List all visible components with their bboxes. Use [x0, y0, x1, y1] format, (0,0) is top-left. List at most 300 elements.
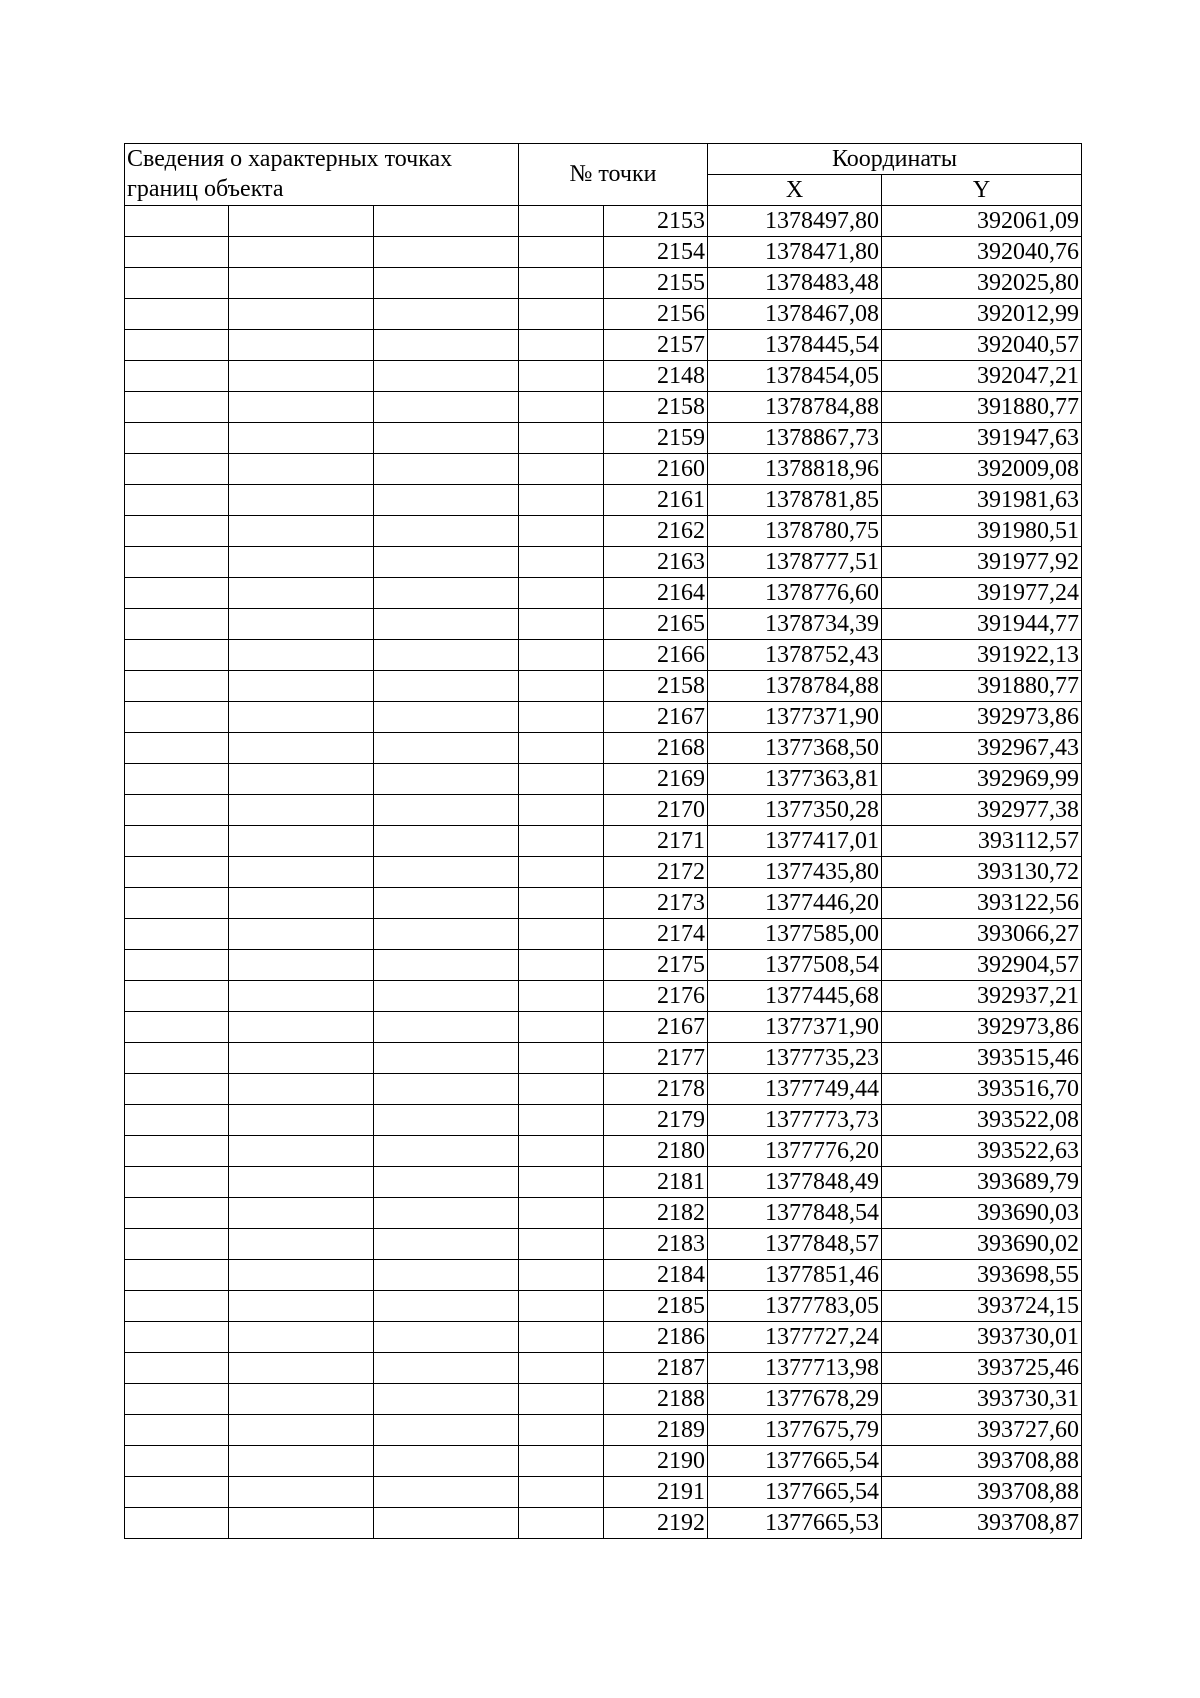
- empty-cell: [374, 795, 519, 826]
- empty-cell: [125, 268, 229, 299]
- empty-cell: [374, 423, 519, 454]
- empty-cell: [229, 392, 374, 423]
- x-header: X: [708, 175, 882, 206]
- table-row: [125, 423, 1082, 454]
- x-coordinate-cell: 1377585,00: [708, 919, 882, 950]
- empty-cell: [519, 1167, 604, 1198]
- empty-cell: [125, 981, 229, 1012]
- y-coordinate-cell: 392904,57: [882, 950, 1082, 981]
- empty-cell: [125, 485, 229, 516]
- empty-cell: [519, 485, 604, 516]
- point-number-cell: 2187: [604, 1353, 708, 1384]
- x-coordinate-cell: 1377851,46: [708, 1260, 882, 1291]
- empty-cell: [229, 516, 374, 547]
- point-number-cell: 2162: [604, 516, 708, 547]
- x-coordinate-cell: 1378818,96: [708, 454, 882, 485]
- empty-cell: [519, 888, 604, 919]
- x-coordinate-cell: 1377783,05: [708, 1291, 882, 1322]
- point-number-cell: 2158: [604, 671, 708, 702]
- table-row: [125, 299, 1082, 330]
- empty-cell: [374, 1446, 519, 1477]
- y-coordinate-cell: 392969,99: [882, 764, 1082, 795]
- x-coordinate-cell: 1377665,54: [708, 1477, 882, 1508]
- point-number-cell: 2166: [604, 640, 708, 671]
- empty-cell: [125, 237, 229, 268]
- x-coordinate-cell: 1377848,49: [708, 1167, 882, 1198]
- x-coordinate-cell: 1378467,08: [708, 299, 882, 330]
- empty-cell: [519, 206, 604, 237]
- empty-cell: [229, 1105, 374, 1136]
- empty-cell: [229, 795, 374, 826]
- y-coordinate-cell: 392012,99: [882, 299, 1082, 330]
- y-coordinate-cell: 393066,27: [882, 919, 1082, 950]
- empty-cell: [374, 1477, 519, 1508]
- empty-cell: [125, 919, 229, 950]
- x-coordinate-cell: 1377713,98: [708, 1353, 882, 1384]
- x-coordinate-cell: 1378777,51: [708, 547, 882, 578]
- y-coordinate-cell: 393690,02: [882, 1229, 1082, 1260]
- point-number-cell: 2158: [604, 392, 708, 423]
- empty-cell: [374, 299, 519, 330]
- empty-cell: [229, 1477, 374, 1508]
- y-coordinate-cell: 391977,92: [882, 547, 1082, 578]
- empty-cell: [519, 826, 604, 857]
- empty-cell: [125, 671, 229, 702]
- empty-cell: [519, 1043, 604, 1074]
- table-row: [125, 1353, 1082, 1384]
- empty-cell: [519, 1446, 604, 1477]
- empty-cell: [229, 547, 374, 578]
- table-row: [125, 640, 1082, 671]
- table-row: [125, 981, 1082, 1012]
- empty-cell: [519, 361, 604, 392]
- point-number-cell: 2157: [604, 330, 708, 361]
- point-number-cell: 2173: [604, 888, 708, 919]
- y-coordinate-cell: 393730,01: [882, 1322, 1082, 1353]
- y-coordinate-cell: 393698,55: [882, 1260, 1082, 1291]
- table-row: [125, 1260, 1082, 1291]
- coordinates-table: [124, 143, 1082, 1539]
- empty-cell: [229, 733, 374, 764]
- empty-cell: [125, 1198, 229, 1229]
- empty-cell: [125, 1167, 229, 1198]
- y-coordinate-cell: 393730,31: [882, 1384, 1082, 1415]
- empty-cell: [125, 1415, 229, 1446]
- empty-cell: [374, 981, 519, 1012]
- table-row: [125, 237, 1082, 268]
- empty-cell: [229, 1167, 374, 1198]
- point-number-cell: 2188: [604, 1384, 708, 1415]
- empty-cell: [374, 1074, 519, 1105]
- empty-cell: [374, 547, 519, 578]
- coordinates-header: Координаты: [708, 144, 1082, 175]
- empty-cell: [229, 857, 374, 888]
- table-body: [125, 144, 1082, 1539]
- empty-cell: [519, 237, 604, 268]
- empty-cell: [229, 578, 374, 609]
- empty-cell: [519, 1074, 604, 1105]
- empty-cell: [125, 950, 229, 981]
- empty-cell: [519, 1322, 604, 1353]
- empty-cell: [125, 609, 229, 640]
- x-coordinate-cell: 1377508,54: [708, 950, 882, 981]
- empty-cell: [519, 268, 604, 299]
- empty-cell: [125, 1136, 229, 1167]
- y-coordinate-cell: 393708,87: [882, 1508, 1082, 1539]
- point-number-cell: 2161: [604, 485, 708, 516]
- y-coordinate-cell: 393708,88: [882, 1477, 1082, 1508]
- empty-cell: [229, 268, 374, 299]
- table-row: [125, 1198, 1082, 1229]
- x-coordinate-cell: 1378752,43: [708, 640, 882, 671]
- x-coordinate-cell: 1377368,50: [708, 733, 882, 764]
- empty-cell: [374, 1229, 519, 1260]
- x-coordinate-cell: 1377665,54: [708, 1446, 882, 1477]
- point-number-cell: 2182: [604, 1198, 708, 1229]
- empty-cell: [374, 671, 519, 702]
- point-number-cell: 2186: [604, 1322, 708, 1353]
- x-coordinate-cell: 1378780,75: [708, 516, 882, 547]
- x-coordinate-cell: 1377350,28: [708, 795, 882, 826]
- y-coordinate-cell: 392967,43: [882, 733, 1082, 764]
- x-coordinate-cell: 1377665,53: [708, 1508, 882, 1539]
- point-number-header: № точки: [519, 144, 708, 206]
- table-row: [125, 485, 1082, 516]
- table-row: [125, 702, 1082, 733]
- y-coordinate-cell: 391980,51: [882, 516, 1082, 547]
- empty-cell: [229, 826, 374, 857]
- empty-cell: [519, 950, 604, 981]
- table-row: [125, 547, 1082, 578]
- empty-cell: [519, 981, 604, 1012]
- table-row: [125, 764, 1082, 795]
- empty-cell: [374, 516, 519, 547]
- y-coordinate-cell: 393724,15: [882, 1291, 1082, 1322]
- empty-cell: [229, 299, 374, 330]
- empty-cell: [125, 1384, 229, 1415]
- empty-cell: [374, 764, 519, 795]
- x-coordinate-cell: 1377727,24: [708, 1322, 882, 1353]
- empty-cell: [229, 671, 374, 702]
- point-number-cell: 2176: [604, 981, 708, 1012]
- y-coordinate-cell: 391947,63: [882, 423, 1082, 454]
- empty-cell: [125, 1074, 229, 1105]
- y-coordinate-cell: 392009,08: [882, 454, 1082, 485]
- point-number-cell: 2190: [604, 1446, 708, 1477]
- empty-cell: [229, 1229, 374, 1260]
- table-row: [125, 330, 1082, 361]
- point-number-cell: 2183: [604, 1229, 708, 1260]
- table-row: [125, 826, 1082, 857]
- empty-cell: [519, 764, 604, 795]
- table-row: [125, 578, 1082, 609]
- empty-cell: [125, 764, 229, 795]
- x-coordinate-cell: 1378867,73: [708, 423, 882, 454]
- table-row: [125, 1012, 1082, 1043]
- table-row: [125, 609, 1082, 640]
- y-coordinate-cell: 391880,77: [882, 392, 1082, 423]
- empty-cell: [374, 702, 519, 733]
- empty-cell: [374, 1260, 519, 1291]
- empty-cell: [229, 330, 374, 361]
- point-number-cell: 2171: [604, 826, 708, 857]
- point-number-cell: 2156: [604, 299, 708, 330]
- empty-cell: [125, 361, 229, 392]
- empty-cell: [125, 640, 229, 671]
- empty-cell: [229, 609, 374, 640]
- table-row: [125, 733, 1082, 764]
- x-coordinate-cell: 1377446,20: [708, 888, 882, 919]
- empty-cell: [125, 1508, 229, 1539]
- empty-cell: [519, 330, 604, 361]
- empty-cell: [519, 702, 604, 733]
- empty-cell: [374, 578, 519, 609]
- y-coordinate-cell: 393690,03: [882, 1198, 1082, 1229]
- empty-cell: [374, 950, 519, 981]
- point-number-cell: 2179: [604, 1105, 708, 1136]
- empty-cell: [519, 1105, 604, 1136]
- empty-cell: [125, 795, 229, 826]
- empty-cell: [519, 1353, 604, 1384]
- empty-cell: [374, 330, 519, 361]
- x-coordinate-cell: 1378781,85: [708, 485, 882, 516]
- empty-cell: [374, 1043, 519, 1074]
- point-number-cell: 2169: [604, 764, 708, 795]
- empty-cell: [374, 237, 519, 268]
- empty-cell: [519, 919, 604, 950]
- empty-cell: [519, 423, 604, 454]
- empty-cell: [519, 1508, 604, 1539]
- table-row: [125, 1043, 1082, 1074]
- table-row: [125, 1291, 1082, 1322]
- empty-cell: [229, 702, 374, 733]
- empty-cell: [519, 1136, 604, 1167]
- point-number-cell: 2154: [604, 237, 708, 268]
- empty-cell: [125, 423, 229, 454]
- empty-cell: [374, 268, 519, 299]
- point-number-cell: 2189: [604, 1415, 708, 1446]
- point-number-cell: 2191: [604, 1477, 708, 1508]
- y-coordinate-cell: 391981,63: [882, 485, 1082, 516]
- x-coordinate-cell: 1378784,88: [708, 671, 882, 702]
- empty-cell: [229, 1291, 374, 1322]
- point-number-cell: 2167: [604, 702, 708, 733]
- empty-cell: [374, 1136, 519, 1167]
- empty-cell: [125, 702, 229, 733]
- table-row: [125, 1136, 1082, 1167]
- point-number-cell: 2174: [604, 919, 708, 950]
- x-coordinate-cell: 1378734,39: [708, 609, 882, 640]
- table-row: [125, 1446, 1082, 1477]
- point-number-cell: 2184: [604, 1260, 708, 1291]
- x-coordinate-cell: 1377435,80: [708, 857, 882, 888]
- empty-cell: [229, 1353, 374, 1384]
- empty-cell: [519, 1198, 604, 1229]
- empty-cell: [374, 454, 519, 485]
- x-coordinate-cell: 1377445,68: [708, 981, 882, 1012]
- empty-cell: [374, 826, 519, 857]
- empty-cell: [374, 1384, 519, 1415]
- empty-cell: [229, 423, 374, 454]
- point-number-cell: 2192: [604, 1508, 708, 1539]
- empty-cell: [229, 764, 374, 795]
- empty-cell: [519, 733, 604, 764]
- empty-cell: [519, 578, 604, 609]
- empty-cell: [229, 919, 374, 950]
- y-coordinate-cell: 393727,60: [882, 1415, 1082, 1446]
- y-coordinate-cell: 392025,80: [882, 268, 1082, 299]
- y-coordinate-cell: 393708,88: [882, 1446, 1082, 1477]
- empty-cell: [125, 1353, 229, 1384]
- empty-cell: [519, 1477, 604, 1508]
- y-coordinate-cell: 393725,46: [882, 1353, 1082, 1384]
- x-coordinate-cell: 1378497,80: [708, 206, 882, 237]
- x-coordinate-cell: 1377417,01: [708, 826, 882, 857]
- x-coordinate-cell: 1377675,79: [708, 1415, 882, 1446]
- y-coordinate-cell: 393522,63: [882, 1136, 1082, 1167]
- empty-cell: [229, 237, 374, 268]
- empty-cell: [229, 1446, 374, 1477]
- empty-cell: [125, 206, 229, 237]
- empty-cell: [374, 609, 519, 640]
- empty-cell: [519, 640, 604, 671]
- table-row: [125, 1105, 1082, 1136]
- empty-cell: [374, 1353, 519, 1384]
- empty-cell: [519, 392, 604, 423]
- x-coordinate-cell: 1377749,44: [708, 1074, 882, 1105]
- x-coordinate-cell: 1377848,57: [708, 1229, 882, 1260]
- empty-cell: [519, 516, 604, 547]
- point-number-cell: 2172: [604, 857, 708, 888]
- table-row: [125, 1415, 1082, 1446]
- point-number-cell: 2185: [604, 1291, 708, 1322]
- empty-cell: [125, 888, 229, 919]
- point-number-cell: 2159: [604, 423, 708, 454]
- empty-cell: [229, 1012, 374, 1043]
- x-coordinate-cell: 1377371,90: [708, 1012, 882, 1043]
- empty-cell: [519, 1415, 604, 1446]
- empty-cell: [519, 1012, 604, 1043]
- point-number-cell: 2163: [604, 547, 708, 578]
- empty-cell: [125, 547, 229, 578]
- empty-cell: [125, 1446, 229, 1477]
- empty-cell: [229, 1415, 374, 1446]
- y-coordinate-cell: 393522,08: [882, 1105, 1082, 1136]
- empty-cell: [374, 1167, 519, 1198]
- table-row: [125, 919, 1082, 950]
- empty-cell: [125, 1260, 229, 1291]
- empty-cell: [125, 1477, 229, 1508]
- x-coordinate-cell: 1377776,20: [708, 1136, 882, 1167]
- x-coordinate-cell: 1377773,73: [708, 1105, 882, 1136]
- empty-cell: [229, 888, 374, 919]
- empty-cell: [374, 1291, 519, 1322]
- point-number-cell: 2155: [604, 268, 708, 299]
- empty-cell: [125, 454, 229, 485]
- y-coordinate-cell: 392937,21: [882, 981, 1082, 1012]
- empty-cell: [125, 578, 229, 609]
- table-row: [125, 1384, 1082, 1415]
- y-header: Y: [882, 175, 1082, 206]
- empty-cell: [125, 1043, 229, 1074]
- empty-cell: [374, 888, 519, 919]
- point-number-cell: 2160: [604, 454, 708, 485]
- y-coordinate-cell: 393122,56: [882, 888, 1082, 919]
- empty-cell: [374, 485, 519, 516]
- y-coordinate-cell: 393515,46: [882, 1043, 1082, 1074]
- y-coordinate-cell: 392061,09: [882, 206, 1082, 237]
- y-coordinate-cell: 391922,13: [882, 640, 1082, 671]
- empty-cell: [519, 857, 604, 888]
- empty-cell: [125, 1229, 229, 1260]
- empty-cell: [519, 1229, 604, 1260]
- empty-cell: [374, 640, 519, 671]
- table-row: [125, 206, 1082, 237]
- table-row: [125, 1477, 1082, 1508]
- y-coordinate-cell: 391880,77: [882, 671, 1082, 702]
- empty-cell: [519, 1291, 604, 1322]
- empty-cell: [374, 361, 519, 392]
- point-number-cell: 2177: [604, 1043, 708, 1074]
- empty-cell: [125, 392, 229, 423]
- empty-cell: [374, 1415, 519, 1446]
- point-number-cell: 2178: [604, 1074, 708, 1105]
- x-coordinate-cell: 1377735,23: [708, 1043, 882, 1074]
- empty-cell: [519, 454, 604, 485]
- x-coordinate-cell: 1377848,54: [708, 1198, 882, 1229]
- empty-cell: [374, 1322, 519, 1353]
- table-row: [125, 1508, 1082, 1539]
- empty-cell: [374, 733, 519, 764]
- empty-cell: [125, 1012, 229, 1043]
- empty-cell: [374, 392, 519, 423]
- empty-cell: [374, 919, 519, 950]
- y-coordinate-cell: 393516,70: [882, 1074, 1082, 1105]
- x-coordinate-cell: 1377363,81: [708, 764, 882, 795]
- x-coordinate-cell: 1377678,29: [708, 1384, 882, 1415]
- point-number-cell: 2164: [604, 578, 708, 609]
- empty-cell: [229, 485, 374, 516]
- empty-cell: [229, 454, 374, 485]
- empty-cell: [229, 981, 374, 1012]
- info-header: Сведения о характерных точках границ объекта: [125, 144, 519, 206]
- table-row: [125, 1167, 1082, 1198]
- empty-cell: [374, 1012, 519, 1043]
- empty-cell: [125, 330, 229, 361]
- empty-cell: [229, 1260, 374, 1291]
- point-number-cell: 2165: [604, 609, 708, 640]
- x-coordinate-cell: 1378483,48: [708, 268, 882, 299]
- point-number-cell: 2175: [604, 950, 708, 981]
- empty-cell: [125, 857, 229, 888]
- x-coordinate-cell: 1378784,88: [708, 392, 882, 423]
- table-row: [125, 1322, 1082, 1353]
- empty-cell: [519, 299, 604, 330]
- y-coordinate-cell: 391944,77: [882, 609, 1082, 640]
- table-row: [125, 1229, 1082, 1260]
- table-row: [125, 795, 1082, 826]
- empty-cell: [519, 609, 604, 640]
- empty-cell: [519, 671, 604, 702]
- empty-cell: [519, 547, 604, 578]
- x-coordinate-cell: 1378776,60: [708, 578, 882, 609]
- empty-cell: [229, 1508, 374, 1539]
- table-row: [125, 392, 1082, 423]
- table-row: [125, 888, 1082, 919]
- empty-cell: [125, 733, 229, 764]
- empty-cell: [374, 1508, 519, 1539]
- y-coordinate-cell: 393130,72: [882, 857, 1082, 888]
